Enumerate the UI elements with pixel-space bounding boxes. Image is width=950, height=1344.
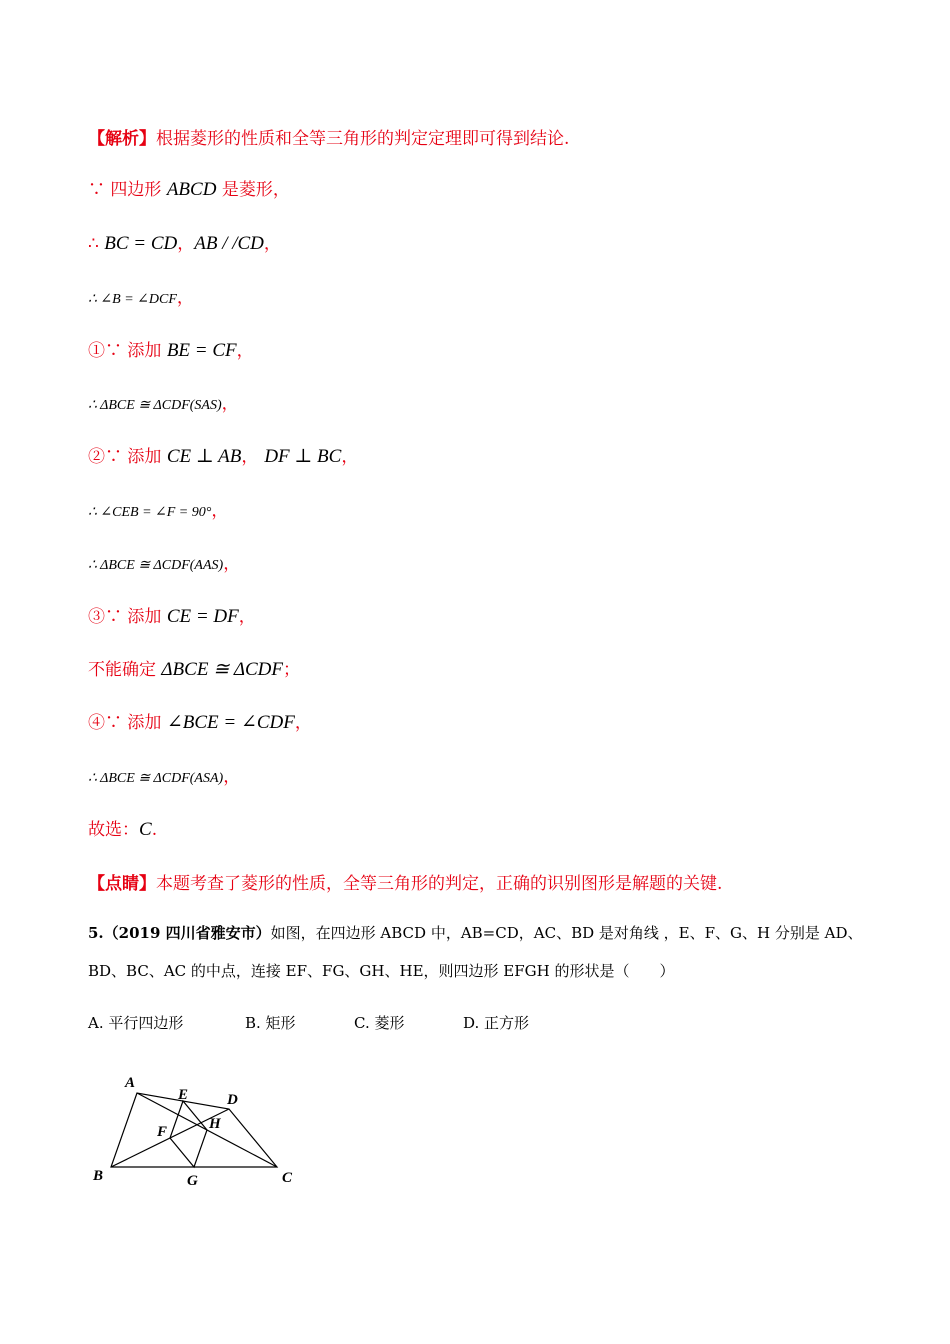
step-prefix: ∵ 四边形 xyxy=(88,180,167,200)
step-line xyxy=(88,708,312,734)
step-suffix: ， xyxy=(223,554,241,574)
step-suffix: 是菱形， xyxy=(216,180,290,200)
label-a: A xyxy=(125,1075,136,1091)
step-math: ∴ ∠CEB = ∠F = 90° xyxy=(88,505,212,520)
option-d[interactable]: D. 正方形 xyxy=(463,1014,530,1032)
comment-label: 【点睛】 xyxy=(88,874,156,894)
step-math: ∴ ΔBCE ≅ ΔCDF(AAS) xyxy=(88,558,224,573)
question-text-1: 如图，在四边形 ABCD 中，AB=CD，AC、BD 是对角线 ，E、F、G、H 分别是 AD、 xyxy=(270,924,863,942)
step-suffix: . xyxy=(151,820,158,840)
step-separator: ， xyxy=(241,447,259,467)
step-math: DF ⊥ BC xyxy=(264,446,342,467)
step-line xyxy=(88,175,290,201)
step-suffix: ， xyxy=(238,607,256,627)
step-suffix: ， xyxy=(294,713,312,733)
analysis-line xyxy=(88,124,569,149)
step-prefix: 不能确定 xyxy=(88,660,162,680)
option-a[interactable]: A. 平行四边形 xyxy=(88,1014,184,1032)
step-math: CE ⊥ AB xyxy=(166,446,242,467)
step-line xyxy=(88,762,240,787)
step-line xyxy=(88,549,240,574)
step-line xyxy=(88,442,358,468)
comment-line xyxy=(88,869,722,894)
step-line xyxy=(88,389,239,414)
step-suffix: ， xyxy=(236,341,254,361)
step-math: ∴ ∠B = ∠DCF xyxy=(88,292,177,307)
step-line xyxy=(88,815,157,841)
step-suffix: ， xyxy=(211,501,229,521)
label-c: C xyxy=(282,1170,293,1186)
quad-efgh xyxy=(170,1101,207,1167)
step-prefix: ①∵ 添加 xyxy=(88,341,167,361)
step-math: ABCD xyxy=(166,179,217,200)
step-line xyxy=(88,655,300,681)
label-f: F xyxy=(157,1124,168,1140)
step-prefix: ②∵ 添加 xyxy=(88,447,167,467)
quad-abcd xyxy=(111,1093,277,1167)
analysis-text: 根据菱形的性质和全等三角形的判定定理即可得到结论. xyxy=(156,129,570,149)
question-line-2 xyxy=(88,960,674,981)
question-number: 5. xyxy=(88,924,104,942)
step-line xyxy=(88,602,256,628)
diagonal-ac xyxy=(137,1093,277,1167)
step-prefix: 故选： xyxy=(88,820,139,840)
step-line xyxy=(88,496,228,521)
step-math: ΔBCE ≅ ΔCDF xyxy=(161,659,284,680)
step-prefix: ③∵ 添加 xyxy=(88,607,167,627)
step-math: C xyxy=(139,819,152,840)
diagonal-bd xyxy=(111,1109,229,1167)
step-prefix: ④∵ 添加 xyxy=(88,713,167,733)
question-line-1 xyxy=(88,922,862,943)
step-suffix: ， xyxy=(221,394,239,414)
step-math: BE = CF xyxy=(166,340,237,361)
step-suffix: ， xyxy=(223,767,241,787)
step-line xyxy=(88,229,281,255)
step-suffix: ； xyxy=(283,660,301,680)
label-e: E xyxy=(178,1087,189,1103)
step-math: CE = DF xyxy=(166,606,239,627)
step-suffix: ， xyxy=(176,288,194,308)
comment-text: 本题考查了菱形的性质，全等三角形的判定，正确的识别图形是解题的关键. xyxy=(156,874,723,894)
option-c[interactable]: C. 菱形 xyxy=(354,1014,405,1032)
step-math: BC = CD xyxy=(104,233,178,254)
step-prefix: ∴ xyxy=(88,234,105,254)
step-math: ∴ ΔBCE ≅ ΔCDF(SAS) xyxy=(88,398,222,413)
step-math: ∠BCE = ∠CDF xyxy=(166,712,295,733)
label-d: D xyxy=(227,1092,238,1108)
label-h: H xyxy=(209,1116,221,1132)
label-b: B xyxy=(93,1168,104,1184)
step-separator: ， xyxy=(177,234,195,254)
label-g: G xyxy=(187,1173,198,1189)
step-math: AB / /CD xyxy=(194,233,264,254)
step-suffix: ， xyxy=(263,234,281,254)
step-math: ∴ ΔBCE ≅ ΔCDF(ASA) xyxy=(88,771,224,786)
question-text-2: BD、BC、AC 的中点，连接 EF、FG、GH、HE，则四边形 EFGH 的形状是（ ） xyxy=(88,962,675,980)
step-line xyxy=(88,283,194,308)
question-source: （2019 四川省雅安市） xyxy=(103,924,271,942)
step-suffix: ， xyxy=(341,447,359,467)
analysis-label: 【解析】 xyxy=(88,129,156,149)
step-line xyxy=(88,336,254,362)
option-b[interactable]: B. 矩形 xyxy=(245,1014,296,1032)
